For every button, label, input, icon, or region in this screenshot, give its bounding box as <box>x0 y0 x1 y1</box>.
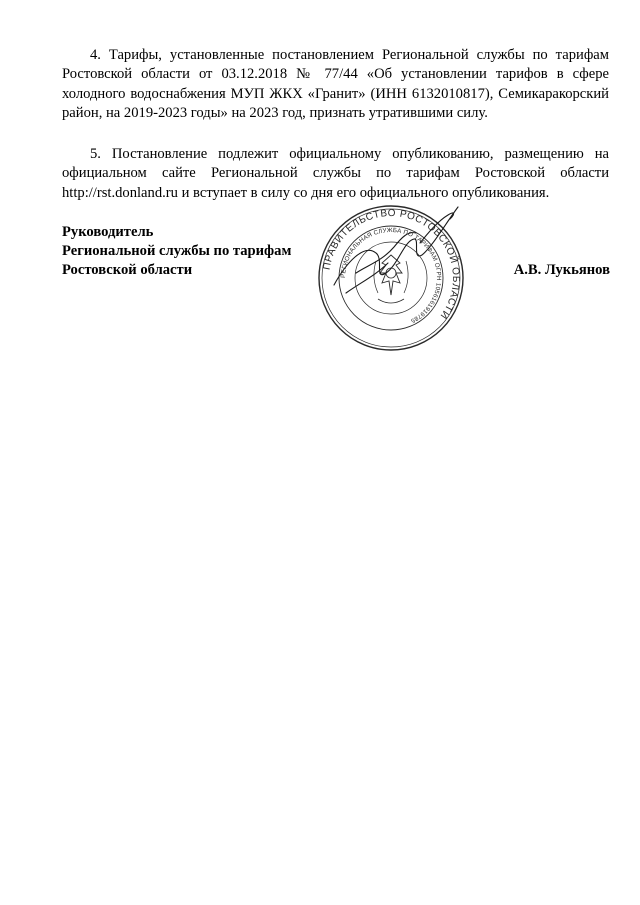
signer-name: А.В. Лукьянов <box>513 262 610 278</box>
signer-position-line-1: Руководитель <box>62 224 154 240</box>
signer-position-line-3: Ростовской области <box>62 262 193 278</box>
paragraph-4: 4. Тарифы, установленные постановлением Региональной службы по тарифам Ростовской области от 03.12.2018 № 77/44 «Об установлении тарифов в сфере холодного водоснабжения МУП ЖКХ «Гранит» (ИНН 6132010817), Семикаракорский район, на 2019-2023 годы» на 2023 год, признать утратившими силу. <box>62 47 609 122</box>
official-seal-stamp <box>316 203 466 353</box>
paragraph-5: 5. Постановление подлежит официальному опубликованию, размещению на официальном сайте Региональной службы по тарифам Ростовской области http://rst.donland.ru и вступает в силу со дня его официального опубликования. <box>62 146 609 201</box>
signer-position-line-2: Региональной службы по тарифам <box>62 243 292 259</box>
seal-outer-text: ПРАВИТЕЛЬСТВО РОСТОВСКОЙ ОБЛАСТИ <box>321 207 462 321</box>
seal-inner-text: РЕГИОНАЛЬНАЯ СЛУЖБА ПО ТАРИФАМ ОГРН 1056161919785 <box>339 226 443 325</box>
